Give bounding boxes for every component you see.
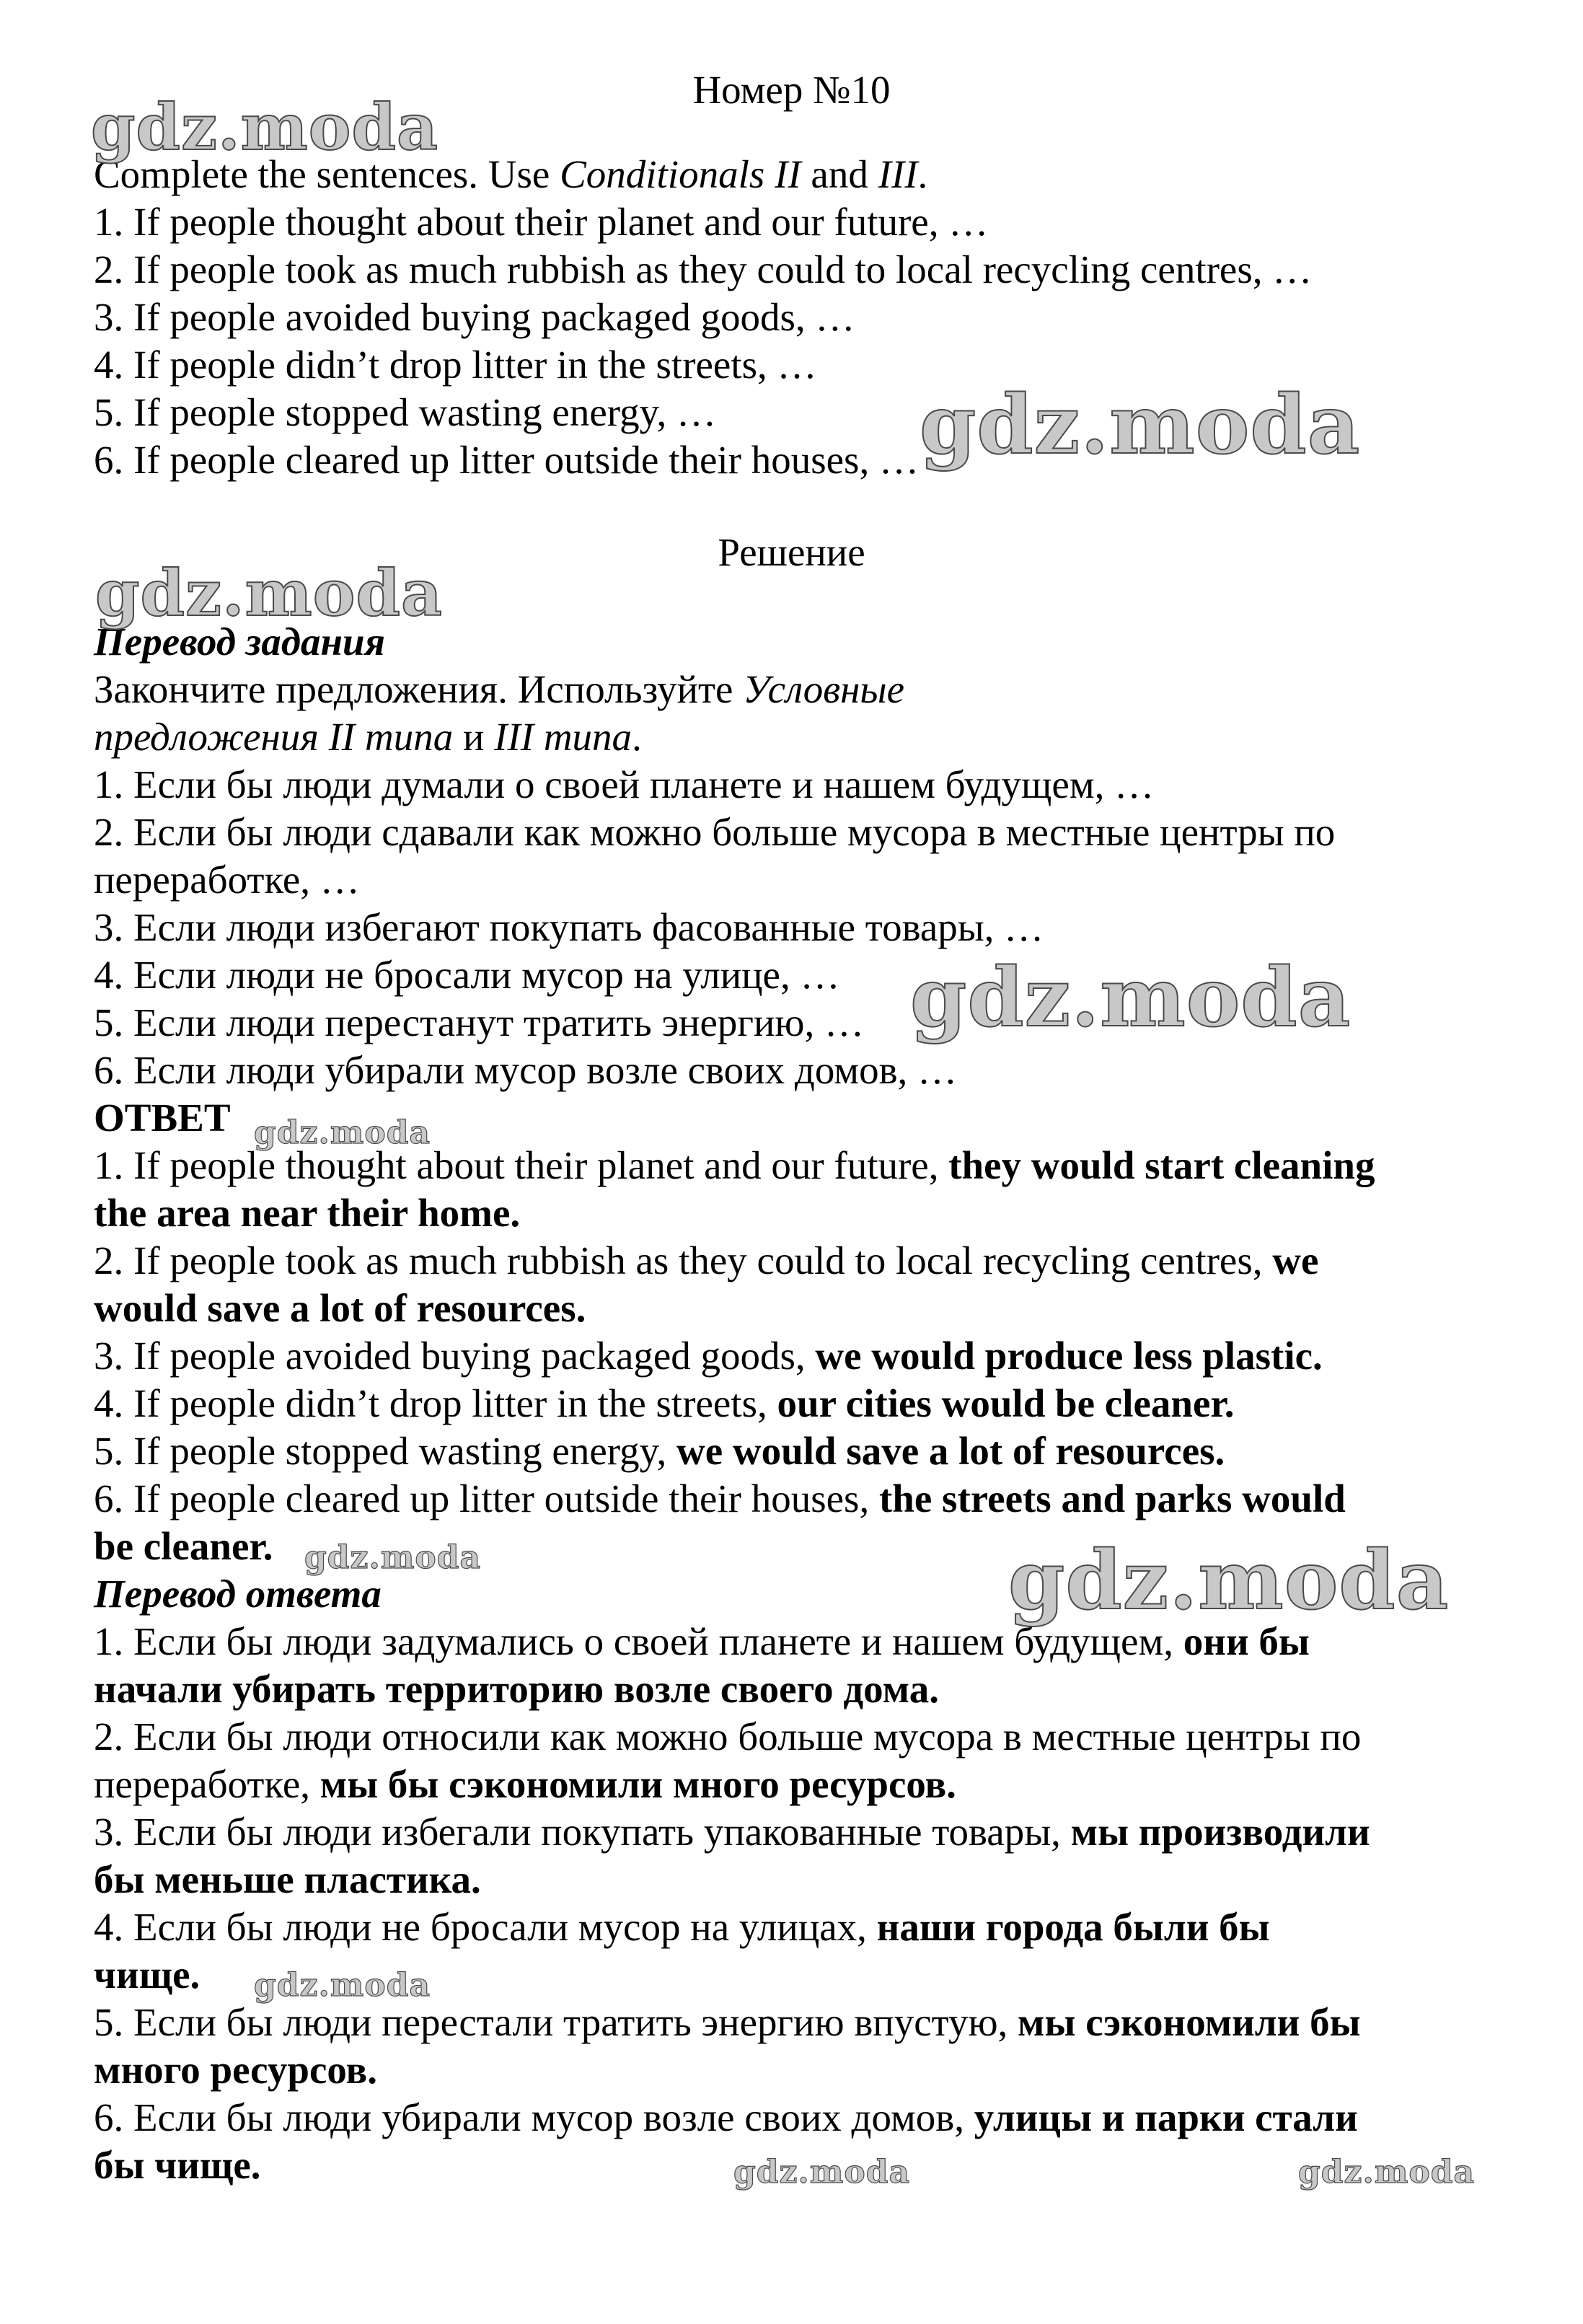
- answer-translation-2-line-2: переработке, мы бы сэкономили много ресурсов.: [94, 1762, 956, 1806]
- task-translation-intro-line-2: предложения II типа и III типа.: [94, 715, 642, 759]
- task-translation-intro-line-1: Закончите предложения. Используйте Условные: [94, 667, 905, 711]
- watermark-logo: gdz.moda: [1298, 2154, 1476, 2191]
- watermark-logo: gdz.moda: [91, 89, 439, 164]
- task-translation-item-5: 5. Если люди перестанут тратить энергию, …: [94, 1000, 864, 1044]
- answer-3: 3. If people avoided buying packaged goods, we would produce less plastic.: [94, 1334, 1323, 1378]
- answer-2-line-1: 2. If people took as much rubbish as they could to local recycling centres, we: [94, 1238, 1319, 1282]
- task-item-6: 6. If people cleared up litter outside their houses, …: [94, 438, 919, 482]
- watermark-logo: gdz.moda: [95, 555, 444, 630]
- answer-translation-5-line-1: 5. Если бы люди перестали тратить энергию впустую, мы сэкономили бы: [94, 2000, 1361, 2044]
- answer-translation-4-line-2: чище.: [94, 1953, 200, 1997]
- task-translation-item-2-line-2: переработке, …: [94, 858, 360, 902]
- watermark-logo: gdz.moda: [304, 1539, 482, 1576]
- answer-translation-5-line-2: много ресурсов.: [94, 2048, 377, 2092]
- task-translation-item-1: 1. Если бы люди думали о своей планете и нашем будущем, …: [94, 762, 1155, 806]
- answer-translation-heading: Перевод ответа: [94, 1572, 382, 1616]
- task-item-3: 3. If people avoided buying packaged goods, …: [94, 295, 855, 339]
- answer-heading: ОТВЕТ: [94, 1096, 231, 1140]
- answer-1-line-2: the area near their home.: [94, 1191, 521, 1235]
- answer-translation-3-line-1: 3. Если бы люди избегали покупать упакованные товары, мы производили: [94, 1810, 1370, 1854]
- task-translation-item-2-line-1: 2. Если бы люди сдавали как можно больше мусора в местные центры по: [94, 810, 1336, 854]
- answer-6-line-1: 6. If people cleared up litter outside their houses, the streets and parks would: [94, 1476, 1346, 1520]
- task-translation-item-6: 6. Если люди убирали мусор возле своих домов, …: [94, 1048, 958, 1092]
- answer-translation-6-line-1: 6. Если бы люди убирали мусор возле своих домов, улицы и парки стали: [94, 2095, 1358, 2139]
- answer-5: 5. If people stopped wasting energy, we would save a lot of resources.: [94, 1429, 1225, 1473]
- task-translation-heading: Перевод задания: [94, 620, 385, 664]
- watermark-logo: gdz.moda: [920, 378, 1361, 472]
- answer-1-line-1: 1. If people thought about their planet and our future, they would start cleaning: [94, 1143, 1375, 1187]
- task-item-1: 1. If people thought about their planet and our future, …: [94, 200, 989, 244]
- answer-translation-1-line-1: 1. Если бы люди задумались о своей планете и нашем будущем, они бы: [94, 1619, 1310, 1663]
- answer-2-line-2: would save a lot of resources.: [94, 1286, 586, 1330]
- answer-translation-6-line-2: бы чище.: [94, 2143, 261, 2187]
- answer-4: 4. If people didn’t drop litter in the streets, our cities would be cleaner.: [94, 1381, 1235, 1425]
- watermark-logo: gdz.moda: [910, 951, 1351, 1045]
- watermark-logo: gdz.moda: [254, 1114, 431, 1151]
- answer-translation-2-line-1: 2. Если бы люди относили как можно больше мусора в местные центры по: [94, 1715, 1362, 1759]
- watermark-logo: gdz.moda: [733, 2154, 911, 2191]
- task-item-2: 2. If people took as much rubbish as they could to local recycling centres, …: [94, 247, 1313, 291]
- answer-6-line-2: be cleaner.: [94, 1524, 273, 1568]
- answer-translation-4-line-1: 4. Если бы люди не бросали мусор на улицах, наши города были бы: [94, 1905, 1270, 1949]
- task-translation-item-3: 3. Если люди избегают покупать фасованные товары, …: [94, 905, 1044, 949]
- task-item-5: 5. If people stopped wasting energy, …: [94, 390, 717, 434]
- watermark-logo: gdz.moda: [1008, 1533, 1450, 1628]
- task-instruction: Complete the sentences. Use Conditionals II and III.: [94, 152, 928, 196]
- answer-translation-1-line-2: начали убирать территорию возле своего дома.: [94, 1667, 939, 1711]
- task-translation-item-4: 4. Если люди не бросали мусор на улице, …: [94, 953, 840, 997]
- exercise-number: Номер №10: [692, 68, 891, 112]
- task-item-4: 4. If people didn’t drop litter in the streets, …: [94, 343, 817, 387]
- answer-translation-3-line-2: бы меньше пластика.: [94, 1857, 481, 1901]
- solution-heading: Решение: [718, 530, 865, 574]
- watermark-logo: gdz.moda: [254, 1967, 431, 2004]
